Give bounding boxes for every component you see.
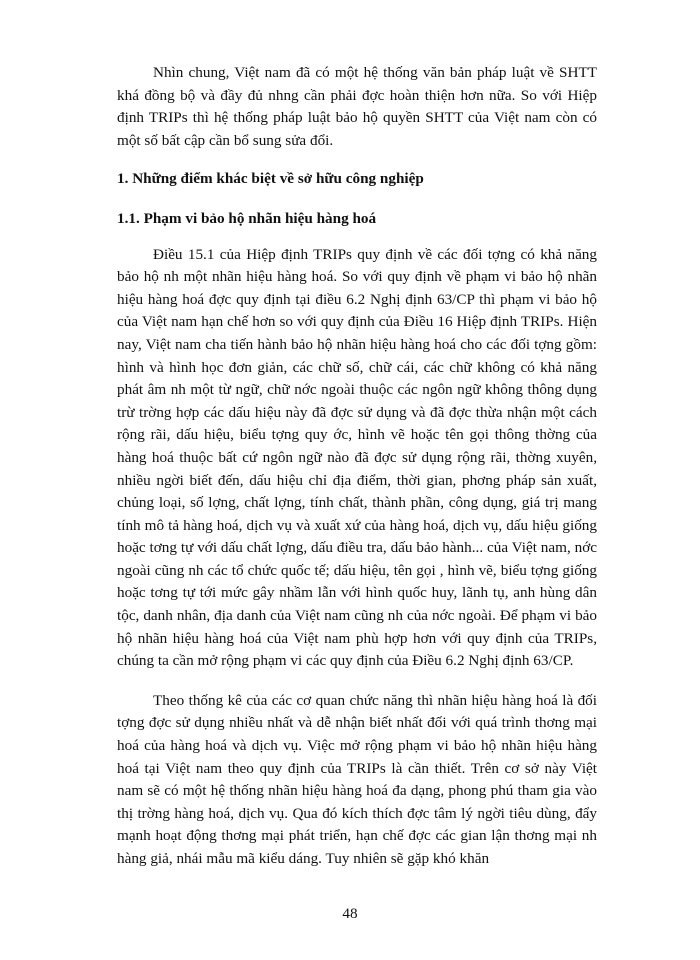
section-heading: 1. Những điểm khác biệt về sở hữu công nghiệp xyxy=(117,170,424,188)
paragraph-article-15: Điều 15.1 của Hiệp định TRIPs quy định về các đối tợng có khả năng bảo hộ nh một nhãn hiệu hàng hoá. So với quy định về phạm vi bảo hộ nhãn hiệu hàng hoá đợc quy định tại điều 6.2 Nghị định 63/CP thì phạm vi bảo hộ của Việt nam hạn chế hơn so với quy định của Điều 16 Hiệp định TRIPs. Hiện nay, Việt nam cha tiến hành bảo hộ nhãn hiệu hàng hoá cho các đối tợng gồm: hình và hình học đơn giản, các chữ số, chữ cái, các chữ không có khả năng phát âm nh một từ ngữ, chữ nớc ngoài thuộc các ngôn ngữ không thông dụng trừ trờng hợp các dấu hiệu này đã đợc sử dụng và đã đợc thừa nhận một cách rộng rãi, dấu hiệu, biểu tợng quy ớc, hình vẽ hoặc tên gọi thông thờng của hàng hoá thuộc bất cứ ngôn ngữ nào đã đợc sử dụng rộng rãi, thờng xuyên, nhiều ngời biết đến, dấu hiệu chỉ địa điểm, thời gian, phơng pháp sản xuất, chủng loại, số lợng, chất lợng, tính chất, thành phần, công dụng, giá trị mang tính mô tả hàng hoá, dịch vụ và xuất xứ của hàng hoá, dịch vụ, dấu hiệu giống hoặc tơng tự với dấu chất lợng, dấu điều tra, dấu bảo hành... của Việt nam, nớc ngoài cũng nh các tổ chức quốc tế; dấu hiệu, tên gọi , hình vẽ, biểu tợng giống hoặc tơng tự tới mức gây nhầm lẫn với hình quốc huy, lãnh tụ, anh hùng dân tộc, danh nhân, địa danh của Việt nam cũng nh của nớc ngoài. Để phạm vi bảo hộ nhãn hiệu hàng hoá của Việt nam phù hợp hơn với quy định của TRIPs, chúng ta cần mở rộng phạm vi các quy định của Điều 6.2 Nghị định 63/CP. xyxy=(117,245,597,670)
subsection-heading: 1.1. Phạm vi bảo hộ nhãn hiệu hàng hoá xyxy=(117,209,377,227)
paragraph-intro: Nhìn chung, Việt nam đã có một hệ thống văn bản pháp luật về SHTT khá đồng bộ và đầy đủ nhng cần phải đợc hoàn thiện hơn nữa. So với Hiệp định TRIPs thì hệ thống pháp luật bảo hộ quyền SHTT của Việt nam còn có một số bất cập cần bổ sung sửa đổi. xyxy=(117,64,597,149)
document-page xyxy=(117,62,597,886)
page-number: 48 xyxy=(342,905,358,922)
paragraph-statistics: Theo thống kê của các cơ quan chức năng thì nhãn hiệu hàng hoá là đối tợng đợc sử dụng nhiều nhất và dễ nhận biết nhất đối với quá trình thơng mại hoá của hàng hoá và dịch vụ. Việc mở rộng phạm vi bảo hộ nhãn hiệu hàng hoá tại Việt nam theo quy định của TRIPs là cần thiết. Trên cơ sở này Việt nam sẽ có một hệ thống nhãn hiệu hàng hoá đa dạng, phong phú tham gia vào thị trờng hàng hoá, dịch vụ. Qua đó kích thích đợc tâm lý ngời tiêu dùng, đẩy mạnh hoạt động thơng mại phát triển, hạn chế đợc các gian lận thơng mại nh hàng giả, nhái mẫu mã kiểu dáng. Tuy nhiên sẽ gặp khó khăn xyxy=(117,691,597,867)
